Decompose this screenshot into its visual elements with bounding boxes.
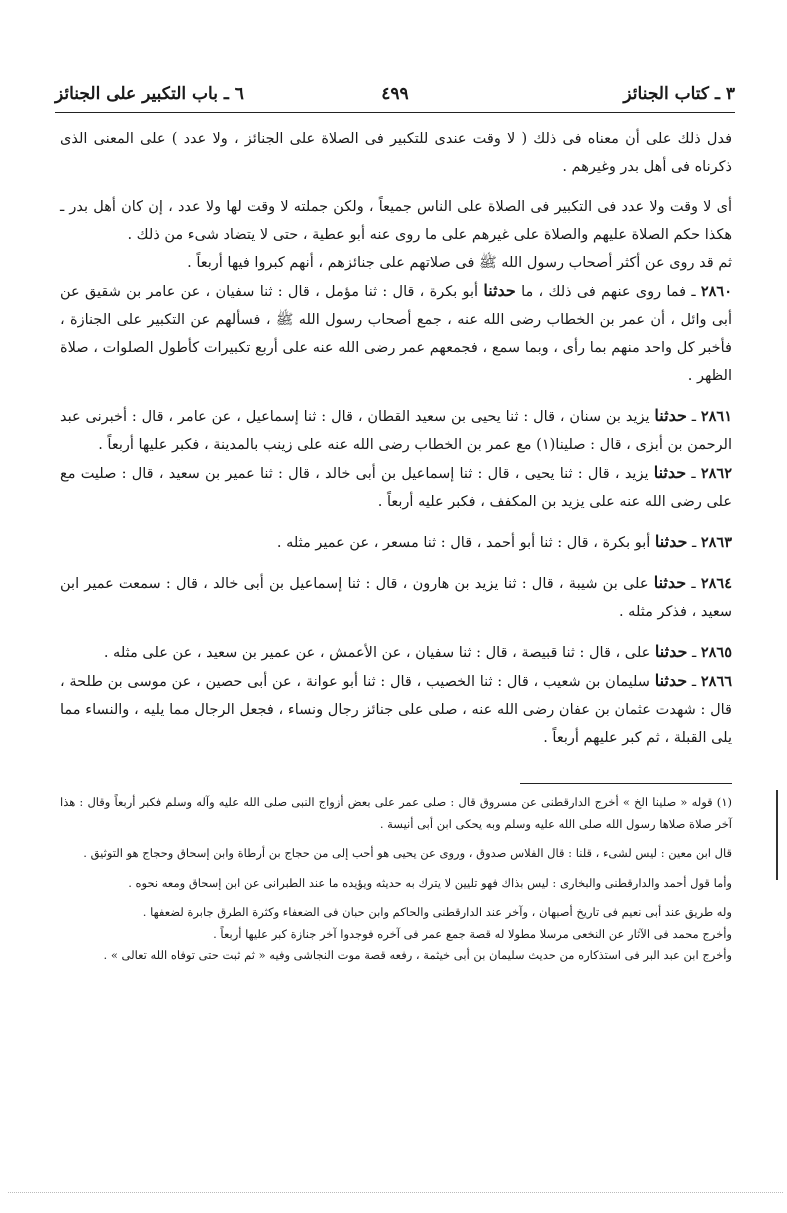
footnote: وأخرج ابن عبد البر فى استذكاره من حديث سليمان بن أبى خيثمة ، رفعه قصة موت النجاشى وفيه « ثم ثبت حتى توفاه الله تعالى » . <box>103 948 732 962</box>
hadith-text: على ، قال : ثنا قبيصة ، قال : ثنا سفيان ، عن الأعمش ، عن عمير بن سعيد ، عن على مثله . <box>103 645 651 661</box>
hadith-lead: ـ فما روى عنهم فى ذلك ، ما <box>521 284 696 300</box>
margin-mark <box>776 790 778 880</box>
hadith-number: ٢٨٦٥ <box>700 644 732 661</box>
hadith-lead: ـ <box>691 674 697 690</box>
hadith-keyword: حدثنا <box>654 671 688 690</box>
hadith-entry <box>60 459 732 516</box>
hadith-text: أبو بكرة ، قال : ثنا أبو أحمد ، قال : ثنا مسعر ، عن عمير مثله . <box>276 535 651 551</box>
footnotes <box>60 792 732 967</box>
hadith-lead: ـ <box>691 645 697 661</box>
hadith-number: ٢٨٦٣ <box>700 534 732 551</box>
hadith-entry <box>60 569 732 626</box>
hadith-keyword: حدثنا <box>654 642 688 661</box>
hadith-lead: ـ <box>691 466 696 482</box>
footnote: وأخرج محمد فى الآثار عن النخعى مرسلا مطولا له قصة جمع عمر فى آخره فوجدوا آخر جنازة كبر عليها أربعاً . <box>213 926 732 941</box>
paragraph: أى لا وقت ولا عدد فى التكبير فى الصلاة على الناس جميعاً ، ولكن جملته لا وقت لها ولا عدد ، إن كان أهل بدر ـ هكذا حكم الصلاة عليهم والصلاة على غيرهم على ما روى عنه أبو عطية ، حتى لا يتضاد شىء من ذلك . <box>60 199 732 243</box>
hadith-lead: ـ <box>691 409 696 425</box>
hadith-lead: ـ <box>691 535 697 551</box>
hadith-number: ٢٨٦٤ <box>700 575 733 592</box>
page-header <box>55 84 735 110</box>
footnote: وله طريق عند أبى نعيم فى تاريخ أصبهان ، وآخر عند الدارقطنى والحاكم وابن حبان فى الضعفاء وكثرة الطرق جابرة لضعفها . <box>142 905 732 919</box>
hadith-text: سليمان بن شعيب ، قال : ثنا الخصيب ، قال : ثنا أبو عوانة ، عن أبى حصين ، عن موسى بن طلحة ، قال : شهدت عثمان بن عفان رضى الله عنه ، صلى على جنائز رجال ونساء ، فجعل الرجال مما يليه ، والنساء مما يلى القبلة ، ثم كبر عليهم أربعاً . <box>60 674 732 746</box>
footnote-divider <box>520 783 732 784</box>
paragraph: فدل ذلك على أن معناه فى ذلك ( لا وقت عندى للتكبير فى الصلاة على الجنائز ، ولا عدد ) على المعنى الذى ذكرناه فى أهل بدر وغيرهم . <box>60 131 732 175</box>
footnote: (١) قوله « صلينا الخ » أخرج الدارقطنى عن مسروق قال : صلى عمر على بعض أزواج النبى صلى الله عليه وآله وسلم فكبر أربعاً وقال : هذا آخر صلاة صلاها رسول الله صلى الله عليه وسلم وبه يحكى ابن أبى أنيسة . <box>60 795 732 831</box>
hadith-entry <box>60 528 732 557</box>
hadith-text: يزيد ، قال : ثنا يحيى ، قال : ثنا إسماعيل بن أبى خالد ، قال : ثنا عمير بن سعيد ، قال : صليت مع على رضى الله عنه على يزيد بن المكفف ، فكبر عليه أربعاً . <box>60 466 732 510</box>
hadith-text: يزيد بن سنان ، قال : ثنا يحيى بن سعيد القطان ، قال : ثنا إسماعيل ، عن عامر ، قال : أخبرنى عبد الرحمن بن أبزى ، قال : صلينا(١) مع عمر بن الخطاب رضى الله عنه على زينب بالمدينة ، فكبر عليها أربعاً . <box>60 409 732 453</box>
hadith-entry <box>60 402 732 459</box>
hadith-number: ٢٨٦٠ <box>700 283 733 300</box>
header-divider <box>55 112 735 113</box>
hadith-number: ٢٨٦٢ <box>700 465 733 482</box>
hadith-text: على بن شيبة ، قال : ثنا يزيد بن هارون ، قال : ثنا إسماعيل بن أبى خالد ، قال : سمعت عمير ابن سعيد ، فذكر مثله . <box>60 576 732 620</box>
hadith-text: أبو بكرة ، قال : ثنا مؤمل ، قال : ثنا سفيان ، عن عامر بن شقيق عن أبى وائل ، أن عمر بن الخطاب رضى الله عنه ، جمع أصحاب رسول الله ﷺ ، فسألهم عن التكبير على الجنازة ، فأخبر كل واحد منهم بما رأى ، وبما سمع ، فجمعهم عمر رضى الله عنه على أربع تكبيرات كأطول الصلوات ، صلاة الظهر . <box>60 284 732 384</box>
hadith-keyword: حدثنا <box>653 463 687 482</box>
page-number: ٤٩٩ <box>381 84 409 104</box>
main-text <box>60 125 732 752</box>
hadith-keyword: حدثنا <box>654 406 687 425</box>
chapter-title: ٣ ـ كتاب الجنائز <box>623 84 735 104</box>
hadith-lead: ـ <box>691 576 696 592</box>
hadith-entry <box>60 667 732 752</box>
hadith-keyword: حدثنا <box>653 573 687 592</box>
footnote: وأما قول أحمد والدارقطنى والبخارى : ليس بذاك فهو تليين لا يترك به حديثه ويؤيده ما عند الطبرانى عن ابن إسحاق ومعه نحوه . <box>128 875 732 890</box>
hadith-keyword: حدثنا <box>654 532 688 551</box>
hadith-number: ٢٨٦١ <box>700 408 733 425</box>
paragraph: ثم قد روى عن أكثر أصحاب رسول الله ﷺ فى صلاتهم على جنائزهم ، أنهم كبروا فيها أربعاً . <box>187 255 732 271</box>
scan-edge <box>8 1192 783 1193</box>
footnote: قال ابن معين : ليس لشىء ، قلنا : قال الفلاس صدوق ، وروى عن يحيى هو أحب إلى من حجاج بن أرطاة وابن إسحاق وحجاج هو التوثيق . <box>83 846 732 860</box>
section-title: ٦ ـ باب التكبير على الجنائز <box>55 84 244 104</box>
hadith-number: ٢٨٦٦ <box>700 673 733 690</box>
hadith-keyword: حدثنا <box>483 281 516 300</box>
hadith-entry <box>60 638 732 667</box>
hadith-entry <box>60 277 732 390</box>
